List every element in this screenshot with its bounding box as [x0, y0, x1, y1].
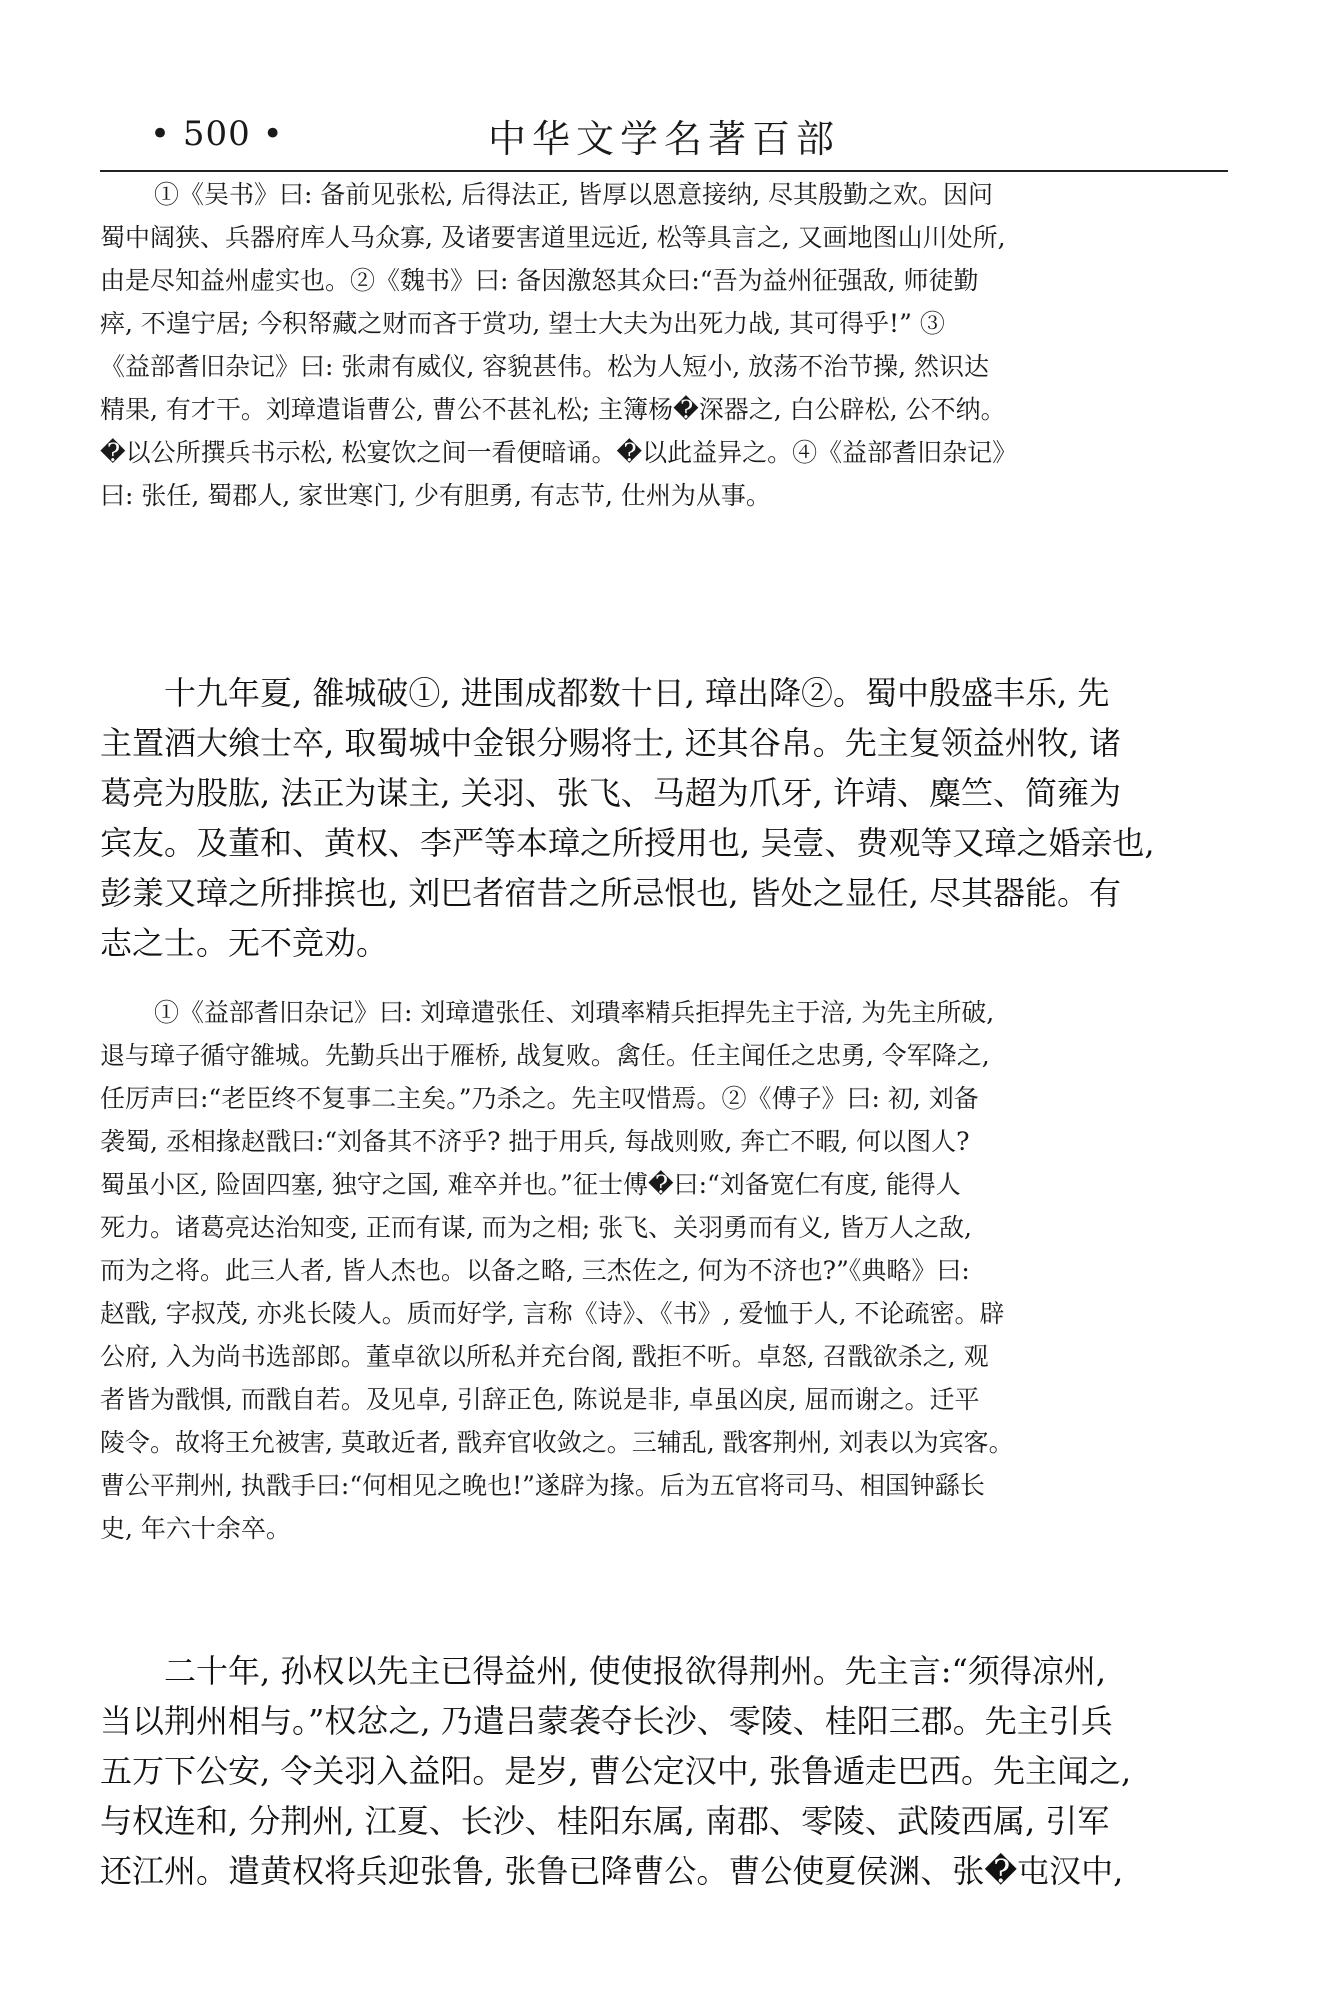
text-line: 五万下公安, 令关羽入益阳。是岁, 曹公定汉中, 张鲁遁走巴西。先主闻之, — [100, 1752, 1132, 1790]
text-line: 主置酒大飨士卒, 取蜀城中金银分赐将士, 还其谷帛。先主复领益州牧, 诸 — [100, 724, 1122, 762]
text-line: 陵令。故将王允被害, 莫敢近者, 戬弃官收敛之。三辅乱, 戬客荆州, 刘表以为宾客。 — [100, 1428, 1014, 1457]
annotation-block-1 — [100, 173, 1228, 517]
text-line: 宾友。及董和、黄权、李严等本璋之所授用也, 吴壹、费观等又璋之婚亲也, — [100, 824, 1155, 862]
text-line: 曹公平荆州, 执戬手曰:“何相见之晚也!”遂辟为掾。后为五官将司马、相国钟繇长 — [100, 1471, 985, 1500]
text-line: 瘁, 不遑宁居; 今积帑藏之财而吝于赏功, 望士大夫为出死力战, 其可得乎!” ③ — [100, 309, 945, 338]
text-line: 退与璋子循守雒城。先勤兵出于雁桥, 战复败。禽任。任主闻任之忠勇, 令军降之, — [100, 1041, 990, 1070]
main-paragraph-1 — [100, 668, 1228, 968]
text-line: 者皆为戬惧, 而戬自若。及见卓, 引辞正色, 陈说是非, 卓虽凶戾, 屈而谢之。迁平 — [100, 1385, 980, 1414]
main-paragraph-2 — [100, 1646, 1228, 1896]
text-line: 由是尽知益州虚实也。②《魏书》曰: 备因激怒其众曰:“吾为益州征强敌, 师徒勤 — [100, 266, 979, 295]
text-line: 葛亮为股肱, 法正为谋主, 关羽、张飞、马超为爪牙, 许靖、麋竺、简雍为 — [100, 774, 1122, 812]
page-number: • 500 • — [150, 114, 284, 154]
text-line: 任厉声曰:“老臣终不复事二主矣。”乃杀之。先主叹惜焉。②《傅子》曰: 初, 刘备 — [100, 1084, 979, 1113]
text-line: 而为之将。此三人者, 皆人杰也。以备之略, 三杰佐之, 何为不济也?”《典略》曰: — [100, 1256, 970, 1285]
text-line: 蜀中阔狭、兵器府库人马众寡, 及诸要害道里远近, 松等具言之, 又画地图山川处所, — [100, 223, 1006, 252]
text-line: 当以荆州相与。”权忿之, 乃遣吕蒙袭夺长沙、零陵、桂阳三郡。先主引兵 — [100, 1702, 1113, 1740]
text-line: 精果, 有才干。刘璋遣诣曹公, 曹公不甚礼松; 主簿杨�深器之, 白公辟松, 公不纳。 — [100, 395, 1006, 424]
book-title: 中华文学名著百部 — [487, 117, 840, 161]
annotation-block-2 — [100, 991, 1228, 1550]
text-line: 志之士。无不竞劝。 — [100, 924, 389, 962]
text-line: 蜀虽小区, 险固四塞, 独守之国, 难卒并也。”征士傅�曰:“刘备宽仁有度, 能得人 — [100, 1170, 961, 1199]
text-line: 二十年, 孙权以先主已得益州, 使使报欲得荆州。先主言:“须得凉州, — [164, 1652, 1107, 1690]
text-line: 十九年夏, 雒城破①, 进围成都数十日, 璋出降②。蜀中殷盛丰乐, 先 — [164, 674, 1110, 712]
text-line: 公府, 入为尚书选部郎。董卓欲以所私并充台阁, 戬拒不听。卓怒, 召戬欲杀之, 观 — [100, 1342, 989, 1371]
text-line: 与权连和, 分荆州, 江夏、长沙、桂阳东属, 南郡、零陵、武陵西属, 引军 — [100, 1802, 1110, 1840]
text-line: �以公所撰兵书示松, 松宴饮之间一看便暗诵。�以此益异之。④《益部耆旧杂记》 — [100, 438, 1018, 467]
text-line: ①《吴书》曰: 备前见张松, 后得法正, 皆厚以恩意接纳, 尽其殷勤之欢。因问 — [154, 180, 994, 209]
text-line: 《益部耆旧杂记》曰: 张肃有威仪, 容貌甚伟。松为人短小, 放荡不治节操, 然识达 — [100, 352, 990, 381]
text-line: 袭蜀, 丞相掾赵戬曰:“刘备其不济乎? 拙于用兵, 每战则败, 奔亡不暇, 何以图人? — [100, 1127, 970, 1156]
header-rule — [100, 170, 1228, 172]
text-line: 史, 年六十余卒。 — [100, 1514, 291, 1543]
text-line: ①《益部耆旧杂记》曰: 刘璋遣张任、刘璝率精兵拒捍先主于涪, 为先主所破, — [154, 998, 995, 1027]
text-line: 还江州。遣黄权将兵迎张鲁, 张鲁已降曹公。曹公使夏侯渊、张�屯汉中, — [100, 1852, 1124, 1890]
text-line: 赵戬, 字叔茂, 亦兆长陵人。质而好学, 言称《诗》、《书》, 爱恤于人, 不论疏密。辟 — [100, 1299, 1005, 1328]
text-line: 彭羕又璋之所排摈也, 刘巴者宿昔之所忌恨也, 皆处之显任, 尽其器能。有 — [100, 874, 1122, 912]
text-line: 曰: 张任, 蜀郡人, 家世寒门, 少有胆勇, 有志节, 仕州为从事。 — [100, 481, 771, 510]
page-header — [100, 106, 1228, 166]
text-line: 死力。诸葛亮达治知变, 正而有谋, 而为之相; 张飞、关羽勇而有义, 皆万人之敌, — [100, 1213, 972, 1242]
